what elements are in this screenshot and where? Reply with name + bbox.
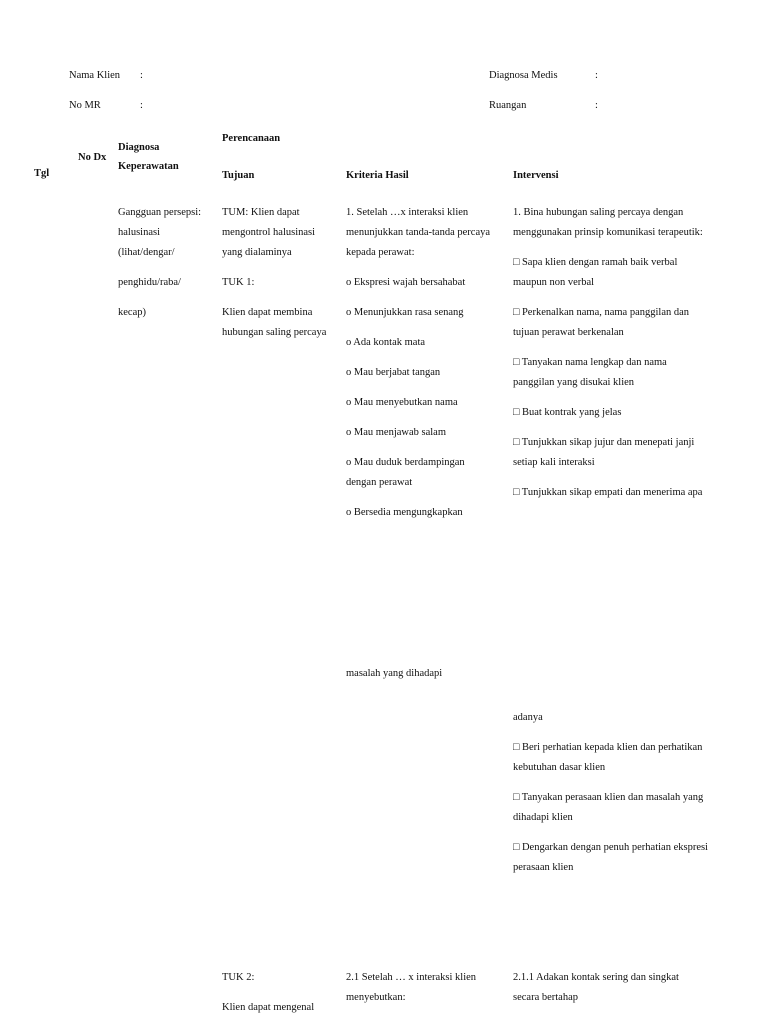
intervensi-item: □ Tunjukkan sikap empati dan menerima apa [513,487,703,498]
intervensi-item: □ Tunjukkan sikap jujur dan menepati janji [513,437,695,448]
intervensi-2-1-1-line: 2.1.1 Adakan kontak sering dan singkat [513,972,679,983]
kriteria-column [346,203,490,523]
no-dx-header: No Dx [78,152,107,163]
no-mr-label: No MR [69,100,101,111]
diagnosa-line: (lihat/dengar/ [118,247,175,258]
tujuan-column [222,203,326,343]
intervensi-item-cont: maupun non verbal [513,277,595,288]
tgl-header: Tgl [34,168,50,179]
perencanaan-header: Perencanaan [222,133,281,144]
intervensi-header: Intervensi [513,170,559,181]
intervensi-item: □ Tanyakan perasaan klien dan masalah yang [513,792,704,803]
tuk1-line: Klien dapat membina [222,307,313,318]
diagnosa-line: Gangguan persepsi: [118,207,202,218]
intervensi-intro-line: 1. Bina hubungan saling percaya dengan [513,207,684,218]
keperawatan-header: Keperawatan [118,161,179,172]
diagnosa-medis-label: Diagnosa Medis [489,70,558,81]
ruangan-label: Ruangan [489,100,527,111]
nama-klien-label: Nama Klien [69,70,121,81]
kriteria-item: o Mau menjawab salam [346,427,447,438]
intervensi-item-cont: tujuan perawat berkenalan [513,327,624,338]
tuk2-line: Klien dapat mengenal [222,1002,315,1013]
kriteria-hasil-header: Kriteria Hasil [346,170,409,181]
intervensi-item-cont: setiap kali interaksi [513,457,595,468]
kriteria-2-1-line: menyebutkan: [346,992,406,1003]
kriteria-intro-line: menunjukkan tanda-tanda percaya [346,227,491,238]
tum-line: mengontrol halusinasi [222,227,316,238]
kriteria-item: o Mau menyebutkan nama [346,397,458,408]
nama-klien-colon: : [140,70,143,81]
intervensi-item: □ Sapa klien dengan ramah baik verbal [513,257,678,268]
kriteria-intro-line: kepada perawat: [346,247,415,258]
kriteria-2-1-block [346,968,476,1008]
diagnosa-line: penghidu/raba/ [118,277,181,288]
intervensi-item-cont: perasaan klien [513,862,574,873]
intervensi-item: □ Buat kontrak yang jelas [513,407,622,418]
no-mr-colon: : [140,100,143,111]
kriteria-item: o Ada kontak mata [346,337,426,348]
tujuan-header: Tujuan [222,170,255,181]
tum-line: yang dialaminya [222,247,292,258]
kriteria-item-cont: dengan perawat [346,477,413,488]
kriteria-item: o Bersedia mengungkapkan [346,507,463,518]
tum-line: TUM: Klien dapat [222,207,300,218]
tuk1-line: hubungan saling percaya [222,327,327,338]
diagnosa-column [118,203,201,323]
kriteria-item: o Ekspresi wajah bersahabat [346,277,466,288]
intervensi-item: □ Perkenalkan nama, nama panggilan dan [513,307,690,318]
diagnosa-header: Diagnosa [118,142,160,153]
intervensi-item: □ Dengarkan dengan penuh perhatian ekspresi [513,842,708,853]
intervensi-item-cont: kebutuhan dasar klien [513,762,606,773]
intervensi-item-cont: panggilan yang disukai klien [513,377,635,388]
tuk2-title: TUK 2: [222,972,255,983]
intervensi-column [513,203,703,503]
diagnosa-medis-colon: : [595,70,598,81]
intervensi-2-1-1-line: secara bertahap [513,992,578,1003]
kriteria-intro-line: 1. Setelah …x interaksi klien [346,207,469,218]
intervensi-continued [513,708,708,878]
kriteria-item: o Mau duduk berdampingan [346,457,465,468]
kriteria-item: o Mau berjabat tangan [346,367,441,378]
kriteria-2-1-line: 2.1 Setelah … x interaksi klien [346,972,477,983]
intervensi-item-cont: dihadapi klien [513,812,573,823]
intervensi-continuation: adanya [513,712,543,723]
intervensi-intro-line: menggunakan prinsip komunikasi terapeutik: [513,227,703,238]
tuk2-block [222,968,314,1018]
intervensi-item: □ Beri perhatian kepada klien dan perhatikan [513,742,703,753]
tuk1-title: TUK 1: [222,277,255,288]
diagnosa-line: kecap) [118,307,146,318]
diagnosa-line: halusinasi [118,227,160,238]
intervensi-item: □ Tanyakan nama lengkap dan nama [513,357,667,368]
kriteria-continuation: masalah yang dihadapi [346,668,443,679]
intervensi-2-1-1-block [513,968,679,1008]
kriteria-item: o Menunjukkan rasa senang [346,307,464,318]
ruangan-colon: : [595,100,598,111]
